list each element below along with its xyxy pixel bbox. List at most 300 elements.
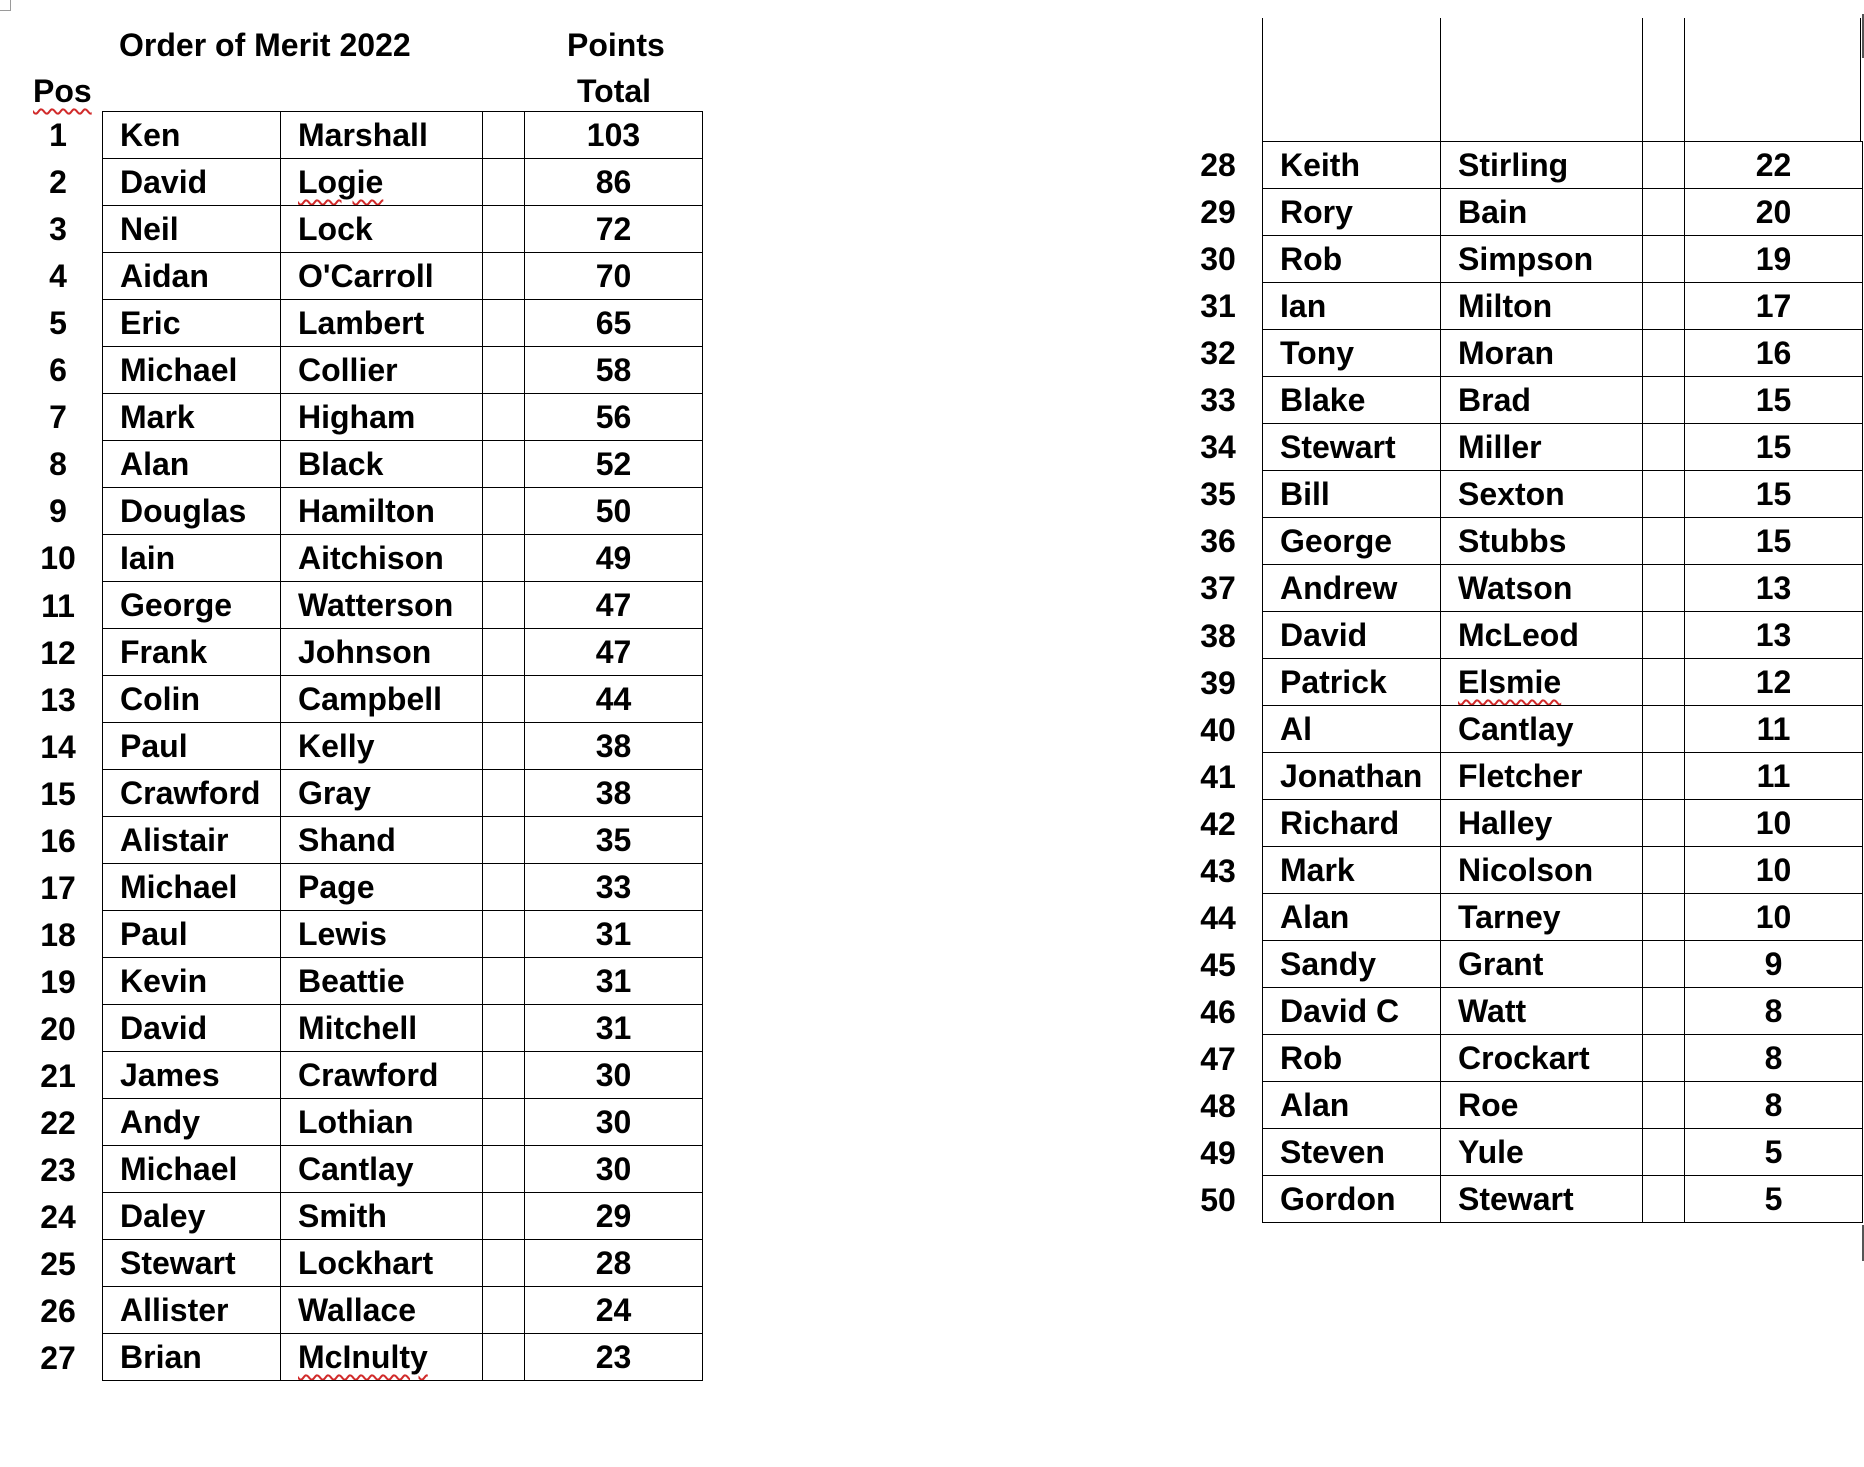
points-cell xyxy=(525,206,703,253)
position-number: 26 xyxy=(40,1293,76,1330)
points-cell xyxy=(525,770,703,817)
first-name-text: Rob xyxy=(1280,1040,1343,1076)
first-name-cell xyxy=(1263,330,1441,377)
table-row xyxy=(103,1099,703,1146)
spacer-cell xyxy=(483,394,525,441)
last-name-cell xyxy=(1441,706,1643,753)
first-name-cell xyxy=(1263,565,1441,612)
right-header-line-2 xyxy=(1440,18,1441,142)
table-row xyxy=(103,958,703,1005)
position-number: 6 xyxy=(49,352,67,389)
last-name-text: Crawford xyxy=(298,1057,439,1093)
table-row xyxy=(1263,941,1863,988)
first-name-cell xyxy=(1263,236,1441,283)
position-number: 27 xyxy=(40,1340,76,1377)
first-name-text: Frank xyxy=(120,634,208,670)
table-row xyxy=(103,394,703,441)
points-text: 15 xyxy=(1755,429,1792,465)
position-number: 17 xyxy=(40,869,76,906)
last-name-cell xyxy=(281,1287,483,1334)
points-cell xyxy=(525,582,703,629)
points-text: 17 xyxy=(1755,288,1792,324)
last-name-cell xyxy=(281,441,483,488)
position-number: 13 xyxy=(40,681,76,718)
first-name-cell xyxy=(103,1287,281,1334)
points-text: 44 xyxy=(595,681,632,717)
table-row xyxy=(103,441,703,488)
last-name-cell xyxy=(1441,659,1643,706)
last-name-text: Brad xyxy=(1458,382,1531,418)
spacer-cell xyxy=(1643,800,1685,847)
first-name-text: Andy xyxy=(120,1104,200,1140)
position-number: 44 xyxy=(1200,899,1236,936)
first-name-cell xyxy=(1263,1082,1441,1129)
points-text: 13 xyxy=(1755,617,1792,653)
last-name-text: Page xyxy=(298,869,375,905)
points-text: 23 xyxy=(595,1339,632,1375)
first-name-text: George xyxy=(1280,523,1393,559)
first-name-cell xyxy=(103,911,281,958)
table-row xyxy=(103,817,703,864)
spacer-cell xyxy=(483,676,525,723)
last-name-text: Watt xyxy=(1458,993,1527,1029)
last-name-cell xyxy=(1441,612,1643,659)
spacer-cell xyxy=(1643,377,1685,424)
spacer-cell xyxy=(1643,236,1685,283)
last-name-cell xyxy=(281,1052,483,1099)
last-name-text: Kelly xyxy=(298,728,375,764)
position-number: 41 xyxy=(1200,758,1236,795)
table-row xyxy=(1263,236,1863,283)
last-name-text: Lothian xyxy=(298,1104,414,1140)
table-row xyxy=(1263,706,1863,753)
last-name-cell xyxy=(281,394,483,441)
last-name-text: Shand xyxy=(298,822,396,858)
last-name-text: Roe xyxy=(1458,1087,1519,1123)
points-cell xyxy=(1685,236,1863,283)
position-number: 39 xyxy=(1200,664,1236,701)
spacer-cell xyxy=(483,911,525,958)
last-name-cell xyxy=(281,347,483,394)
first-name-cell xyxy=(103,441,281,488)
last-name-cell xyxy=(281,488,483,535)
spacer-cell xyxy=(1643,518,1685,565)
first-name-text: Keith xyxy=(1280,147,1360,183)
first-name-text: Rob xyxy=(1280,241,1343,277)
first-name-text: Alan xyxy=(1280,899,1350,935)
spacer-cell xyxy=(1643,659,1685,706)
table-row xyxy=(1263,1129,1863,1176)
points-text: 30 xyxy=(595,1104,632,1140)
points-text: 31 xyxy=(595,916,632,952)
last-name-cell xyxy=(281,1099,483,1146)
position-number: 9 xyxy=(49,493,67,530)
points-text: 33 xyxy=(595,869,632,905)
position-number: 38 xyxy=(1200,617,1236,654)
spacer-cell xyxy=(1643,847,1685,894)
first-name-cell xyxy=(103,206,281,253)
last-name-text: Sexton xyxy=(1458,476,1565,512)
points-cell xyxy=(525,911,703,958)
last-name-text: McLeod xyxy=(1458,617,1579,653)
points-cell xyxy=(525,1005,703,1052)
last-name-cell xyxy=(281,159,483,206)
first-name-text: Andrew xyxy=(1280,570,1398,606)
points-cell xyxy=(1685,330,1863,377)
page-corner-mark xyxy=(0,0,11,11)
last-name-cell xyxy=(281,582,483,629)
first-name-text: Alistair xyxy=(120,822,229,858)
right-header-line-3 xyxy=(1642,18,1643,142)
position-number: 1 xyxy=(49,117,67,153)
last-name-text: Elsmie xyxy=(1458,664,1562,700)
points-text: 11 xyxy=(1756,758,1791,794)
first-name-text: Bill xyxy=(1280,476,1330,512)
last-name-text: Stewart xyxy=(1458,1181,1574,1217)
points-cell xyxy=(1685,424,1863,471)
points-text: 10 xyxy=(1755,899,1792,935)
last-name-text: Milton xyxy=(1458,288,1553,324)
last-name-text: Smith xyxy=(298,1198,387,1234)
position-number: 14 xyxy=(40,728,76,765)
spacer-cell xyxy=(483,1287,525,1334)
points-cell xyxy=(1685,1035,1863,1082)
last-name-text: Bain xyxy=(1458,194,1528,230)
last-name-text: Campbell xyxy=(298,681,443,717)
right-header-line-1 xyxy=(1262,18,1263,142)
points-text: 30 xyxy=(595,1057,632,1093)
position-number: 15 xyxy=(40,775,76,812)
position-number: 16 xyxy=(40,822,76,859)
points-cell xyxy=(1685,800,1863,847)
first-name-cell xyxy=(1263,142,1441,189)
points-cell xyxy=(1685,565,1863,612)
table-row xyxy=(1263,424,1863,471)
first-name-cell xyxy=(103,958,281,1005)
last-name-cell xyxy=(1441,1082,1643,1129)
position-number: 30 xyxy=(1200,241,1236,278)
last-name-cell xyxy=(1441,518,1643,565)
last-name-cell xyxy=(1441,189,1643,236)
table-row xyxy=(103,1193,703,1240)
position-number: 7 xyxy=(49,399,67,436)
table-row xyxy=(103,770,703,817)
points-cell xyxy=(1685,189,1863,236)
first-name-text: Douglas xyxy=(120,493,247,529)
points-text: 58 xyxy=(595,352,632,388)
position-number: 5 xyxy=(49,305,67,342)
last-name-cell xyxy=(281,112,483,159)
points-text: 31 xyxy=(595,1010,632,1046)
first-name-cell xyxy=(103,112,281,159)
table-row xyxy=(1263,1082,1863,1129)
last-name-cell xyxy=(1441,330,1643,377)
table-row xyxy=(1263,659,1863,706)
last-name-text: Moran xyxy=(1458,335,1554,371)
last-name-text: Cantlay xyxy=(1458,711,1574,747)
first-name-text: David xyxy=(120,1010,208,1046)
last-name-cell xyxy=(1441,1129,1643,1176)
first-name-cell xyxy=(1263,424,1441,471)
table-row xyxy=(1263,471,1863,518)
first-name-cell xyxy=(103,1099,281,1146)
points-text: 24 xyxy=(595,1292,632,1328)
points-text: 15 xyxy=(1755,382,1792,418)
points-text: 9 xyxy=(1764,946,1783,982)
points-cell xyxy=(1685,941,1863,988)
position-number: 3 xyxy=(49,211,67,248)
spacer-cell xyxy=(483,1099,525,1146)
last-name-text: Fletcher xyxy=(1458,758,1583,794)
points-text: 38 xyxy=(595,775,632,811)
position-number: 2 xyxy=(49,164,67,201)
first-name-text: Blake xyxy=(1280,382,1366,418)
table-row xyxy=(103,347,703,394)
spacer-cell xyxy=(483,206,525,253)
points-cell xyxy=(1685,1176,1863,1223)
first-name-cell xyxy=(103,723,281,770)
last-name-cell xyxy=(281,206,483,253)
spacer-cell xyxy=(1643,988,1685,1035)
position-number: 28 xyxy=(1200,147,1236,183)
first-name-cell xyxy=(103,770,281,817)
points-text: 20 xyxy=(1755,194,1792,230)
spacer-cell xyxy=(483,1052,525,1099)
table-row xyxy=(103,112,703,159)
position-number: 31 xyxy=(1200,288,1236,325)
first-name-cell xyxy=(1263,471,1441,518)
points-cell xyxy=(525,112,703,159)
points-header-line2: Total xyxy=(577,73,652,109)
position-number: 42 xyxy=(1200,805,1236,842)
points-cell xyxy=(525,347,703,394)
first-name-text: Steven xyxy=(1280,1134,1385,1170)
first-name-cell xyxy=(103,817,281,864)
spacer-cell xyxy=(483,253,525,300)
position-number: 35 xyxy=(1200,476,1236,513)
first-name-text: Alan xyxy=(120,446,190,482)
first-name-text: Michael xyxy=(120,869,238,905)
points-text: 8 xyxy=(1764,1040,1783,1076)
table-row xyxy=(103,629,703,676)
last-name-text: Lewis xyxy=(298,916,387,952)
table-row xyxy=(103,1146,703,1193)
first-name-text: Allister xyxy=(120,1292,229,1328)
spacer-cell xyxy=(1643,283,1685,330)
spacer-cell xyxy=(483,1146,525,1193)
first-name-text: Ken xyxy=(120,117,181,153)
first-name-text: Alan xyxy=(1280,1087,1350,1123)
position-number: 45 xyxy=(1200,946,1236,983)
last-name-text: Aitchison xyxy=(298,540,444,576)
points-cell xyxy=(525,1099,703,1146)
points-text: 38 xyxy=(595,728,632,764)
first-name-text: Al xyxy=(1280,711,1312,747)
spacer-cell xyxy=(1643,1035,1685,1082)
pos-header: Pos xyxy=(33,73,92,109)
first-name-cell xyxy=(103,535,281,582)
points-cell xyxy=(1685,847,1863,894)
last-name-cell xyxy=(1441,283,1643,330)
first-name-cell xyxy=(103,253,281,300)
position-number: 8 xyxy=(49,446,67,483)
last-name-text: Marshall xyxy=(298,117,428,153)
points-text: 86 xyxy=(595,164,632,200)
first-name-text: Michael xyxy=(120,352,238,388)
spacer-cell xyxy=(1643,1082,1685,1129)
first-name-text: Eric xyxy=(120,305,181,341)
table-row xyxy=(103,535,703,582)
spacer-cell xyxy=(483,1005,525,1052)
first-name-text: David C xyxy=(1280,993,1400,1029)
position-number: 37 xyxy=(1200,570,1236,607)
points-cell xyxy=(1685,706,1863,753)
points-text: 5 xyxy=(1764,1134,1783,1170)
points-text: 70 xyxy=(595,258,632,294)
spacer-cell xyxy=(1643,612,1685,659)
table-row xyxy=(1263,518,1863,565)
first-name-cell xyxy=(1263,847,1441,894)
last-name-cell xyxy=(281,911,483,958)
points-text: 15 xyxy=(1755,476,1792,512)
position-number: 47 xyxy=(1200,1040,1236,1077)
last-name-text: Black xyxy=(298,446,384,482)
last-name-text: Hamilton xyxy=(298,493,435,529)
first-name-text: Paul xyxy=(120,916,188,952)
points-text: 13 xyxy=(1755,570,1792,606)
points-text: 50 xyxy=(595,493,632,529)
table-row xyxy=(103,206,703,253)
last-name-cell xyxy=(281,864,483,911)
table-row xyxy=(1263,847,1863,894)
points-cell xyxy=(525,629,703,676)
position-number: 12 xyxy=(40,634,76,671)
position-number: 49 xyxy=(1200,1135,1236,1172)
points-cell xyxy=(525,1240,703,1287)
first-name-cell xyxy=(103,347,281,394)
last-name-text: Higham xyxy=(298,399,416,435)
table-row xyxy=(1263,1035,1863,1082)
last-name-text: Lockhart xyxy=(298,1245,434,1281)
last-name-text: Grant xyxy=(1458,946,1544,982)
last-name-text: Miller xyxy=(1458,429,1542,465)
first-name-text: Mark xyxy=(1280,852,1355,888)
points-header-line1: Points xyxy=(567,27,665,63)
first-name-text: David xyxy=(1280,617,1368,653)
table-row xyxy=(103,582,703,629)
spacer-cell xyxy=(1643,941,1685,988)
last-name-cell xyxy=(281,1146,483,1193)
spacer-cell xyxy=(1643,424,1685,471)
points-cell xyxy=(1685,471,1863,518)
first-name-text: Jonathan xyxy=(1280,758,1423,794)
points-cell xyxy=(525,723,703,770)
points-text: 31 xyxy=(595,963,632,999)
first-name-cell xyxy=(1263,518,1441,565)
spacer-cell xyxy=(483,770,525,817)
last-name-text: Logie xyxy=(298,164,384,200)
points-text: 8 xyxy=(1764,993,1783,1029)
spacer-cell xyxy=(1643,471,1685,518)
points-text: 35 xyxy=(595,822,632,858)
last-name-cell xyxy=(1441,941,1643,988)
spacer-cell xyxy=(1643,894,1685,941)
position-number: 48 xyxy=(1200,1088,1236,1124)
points-text: 103 xyxy=(586,117,641,153)
first-name-cell xyxy=(103,394,281,441)
points-text: 16 xyxy=(1755,335,1792,371)
last-name-text: Wallace xyxy=(298,1292,416,1328)
spacer-cell xyxy=(483,535,525,582)
page-title: Order of Merit 2022 xyxy=(119,27,411,63)
points-cell xyxy=(525,1052,703,1099)
first-name-cell xyxy=(1263,941,1441,988)
first-name-cell xyxy=(1263,283,1441,330)
points-text: 11 xyxy=(1756,711,1791,747)
spacer-cell xyxy=(483,159,525,206)
first-name-cell xyxy=(103,582,281,629)
first-name-text: Gordon xyxy=(1280,1181,1396,1217)
first-name-cell xyxy=(103,1240,281,1287)
points-cell xyxy=(1685,659,1863,706)
position-number: 25 xyxy=(40,1246,76,1283)
last-name-cell xyxy=(1441,988,1643,1035)
position-number: 43 xyxy=(1200,852,1236,889)
spacer-cell xyxy=(483,112,525,159)
last-name-text: Yule xyxy=(1458,1134,1524,1170)
spacer-cell xyxy=(483,488,525,535)
last-name-text: Collier xyxy=(298,352,398,388)
last-name-cell xyxy=(1441,565,1643,612)
points-cell xyxy=(1685,988,1863,1035)
points-text: 52 xyxy=(595,446,632,482)
table-row xyxy=(103,1287,703,1334)
points-cell xyxy=(525,864,703,911)
right-header-line-4 xyxy=(1684,18,1685,142)
last-name-cell xyxy=(281,253,483,300)
last-name-cell xyxy=(281,629,483,676)
first-name-cell xyxy=(103,488,281,535)
last-name-text: Gray xyxy=(298,775,371,811)
first-name-cell xyxy=(1263,1035,1441,1082)
table-row xyxy=(103,1334,703,1381)
first-name-text: Patrick xyxy=(1280,664,1387,700)
last-name-cell xyxy=(281,535,483,582)
points-cell xyxy=(525,535,703,582)
table-row xyxy=(103,911,703,958)
points-cell xyxy=(525,441,703,488)
left-standings-table xyxy=(102,111,703,1381)
points-cell xyxy=(525,1193,703,1240)
first-name-cell xyxy=(1263,1129,1441,1176)
spacer-cell xyxy=(483,864,525,911)
points-text: 29 xyxy=(595,1198,632,1234)
first-name-cell xyxy=(103,1193,281,1240)
last-name-text: Stirling xyxy=(1458,147,1569,183)
first-name-text: Kevin xyxy=(120,963,208,999)
table-row xyxy=(1263,565,1863,612)
last-name-cell xyxy=(1441,142,1643,189)
table-row xyxy=(103,1052,703,1099)
table-row xyxy=(103,253,703,300)
spacer-cell xyxy=(483,723,525,770)
position-number: 10 xyxy=(40,540,76,577)
points-text: 5 xyxy=(1764,1181,1783,1217)
first-name-cell xyxy=(1263,800,1441,847)
table-row xyxy=(1263,753,1863,800)
table-row xyxy=(1263,189,1863,236)
position-number: 46 xyxy=(1200,993,1236,1030)
